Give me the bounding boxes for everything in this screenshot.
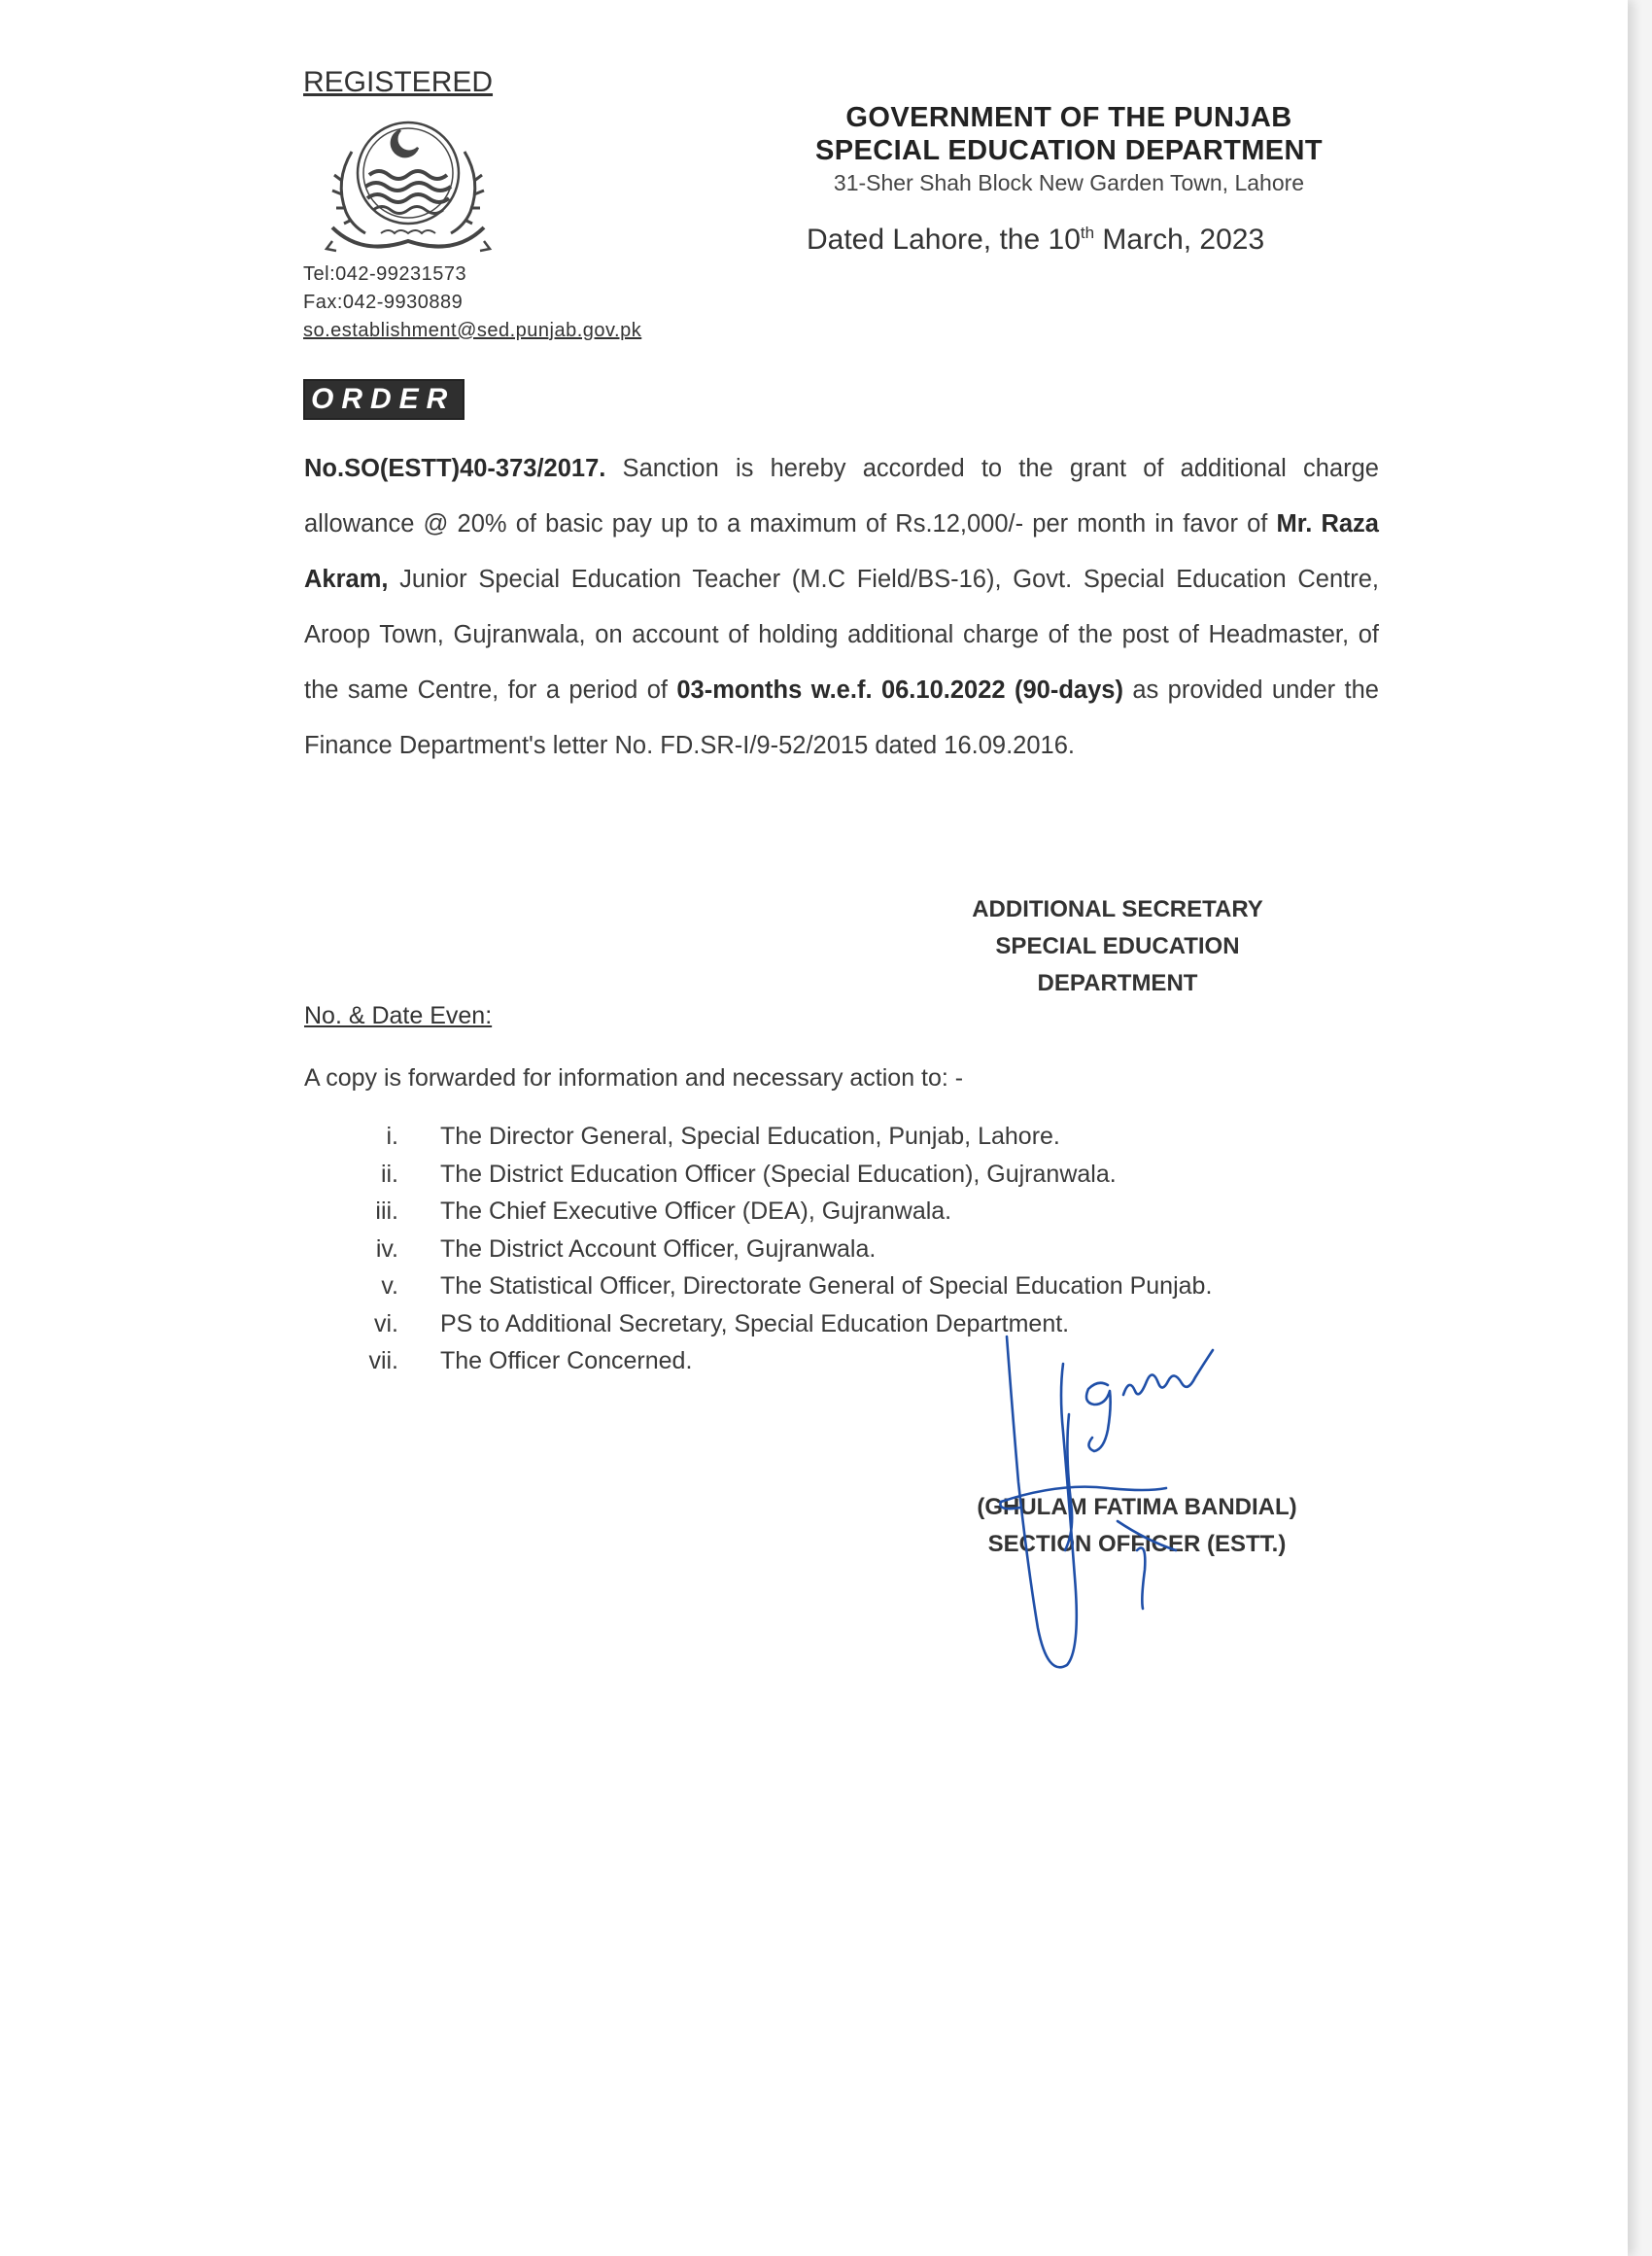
government-title: GOVERNMENT OF THE PUNJAB <box>845 102 1292 133</box>
list-item <box>330 1118 1212 1156</box>
date-ordinal: th <box>1080 224 1095 242</box>
list-item-number: vii. <box>368 1347 398 1374</box>
signatory-title-line3: DEPARTMENT <box>1037 970 1198 996</box>
date-suffix: March, 2023 <box>1094 224 1265 256</box>
department-header <box>768 101 1370 198</box>
signatory-title-line1: ADDITIONAL SECRETARY <box>972 896 1263 922</box>
list-item-number: i. <box>386 1123 398 1150</box>
list-item-number: v. <box>381 1272 398 1300</box>
list-item-text: PS to Additional Secretary, Special Education Department. <box>440 1309 1070 1337</box>
registered-label: REGISTERED <box>303 66 494 98</box>
list-item-text: The District Education Officer (Special Education), Gujranwala. <box>440 1160 1117 1188</box>
signatory-title-line2: SPECIAL EDUCATION <box>995 933 1240 959</box>
order-text-part1: Sanction is hereby accorded to the grant of additional charge allowance @ 20% of basic pay up to a maximum of Rs.12,000/- per month in favor of <box>304 455 1379 538</box>
signatory-name: (GHULAM FATIMA BANDIAL) <box>977 1494 1297 1520</box>
no-date-even-heading: No. & Date Even: <box>304 1002 493 1029</box>
list-item-text: The Officer Concerned. <box>440 1347 693 1374</box>
telephone-number: Tel:042-99231573 <box>303 263 467 285</box>
list-item <box>330 1193 1212 1231</box>
order-text-part3: as provided under the Finance Department's letter No. FD.SR-I/9-52/2015 dated 16.09.2016. <box>304 677 1379 759</box>
list-item-number: iii. <box>375 1197 398 1225</box>
employee-name: Mr. Raza Akram, <box>304 510 1379 593</box>
order-body <box>304 441 1379 774</box>
department-title: SPECIAL EDUCATION DEPARTMENT <box>815 135 1323 166</box>
date-prefix: Dated Lahore, the 10 <box>807 224 1081 256</box>
list-item <box>330 1231 1212 1268</box>
list-item-text: The Statistical Officer, Directorate General of Special Education Punjab. <box>440 1272 1213 1300</box>
list-item-number: vi. <box>374 1309 398 1337</box>
list-item <box>330 1267 1212 1305</box>
email-address: so.establishment@sed.punjab.gov.pk <box>303 320 642 341</box>
additional-secretary-signatory <box>875 891 1360 1002</box>
copy-forward-intro: A copy is forwarded for information and necessary action to: - <box>304 1064 964 1092</box>
list-item-text: The District Account Officer, Gujranwala. <box>440 1234 877 1263</box>
punjab-emblem-icon <box>313 113 503 266</box>
signatory-designation: SECTION OFFICER (ESTT.) <box>987 1531 1287 1557</box>
charge-period: 03-months w.e.f. 06.10.2022 (90-days) <box>676 677 1123 704</box>
list-item-number: ii. <box>380 1160 398 1188</box>
department-address: 31-Sher Shah Block New Garden Town, Lahore <box>833 170 1305 195</box>
order-text-part2: Junior Special Education Teacher (M.C Field/BS-16), Govt. Special Education Centre, Aroop Town, Gujranwala, on account of holding additional charge of the post of Headmaster, of the same Centre, for a period of <box>304 566 1379 704</box>
list-item-text: The Chief Executive Officer (DEA), Gujranwala. <box>440 1197 952 1225</box>
fax-number: Fax:042-9930889 <box>303 292 464 313</box>
order-heading: ORDER <box>303 379 465 420</box>
list-item-text: The Director General, Special Education, Punjab, Lahore. <box>440 1123 1060 1150</box>
list-item-number: iv. <box>375 1234 398 1263</box>
date-line <box>807 224 1264 257</box>
list-item <box>330 1156 1212 1194</box>
contact-block <box>303 260 641 345</box>
handwritten-signature-icon <box>972 1327 1292 1677</box>
order-reference-number: No.SO(ESTT)40-373/2017. <box>304 455 606 482</box>
